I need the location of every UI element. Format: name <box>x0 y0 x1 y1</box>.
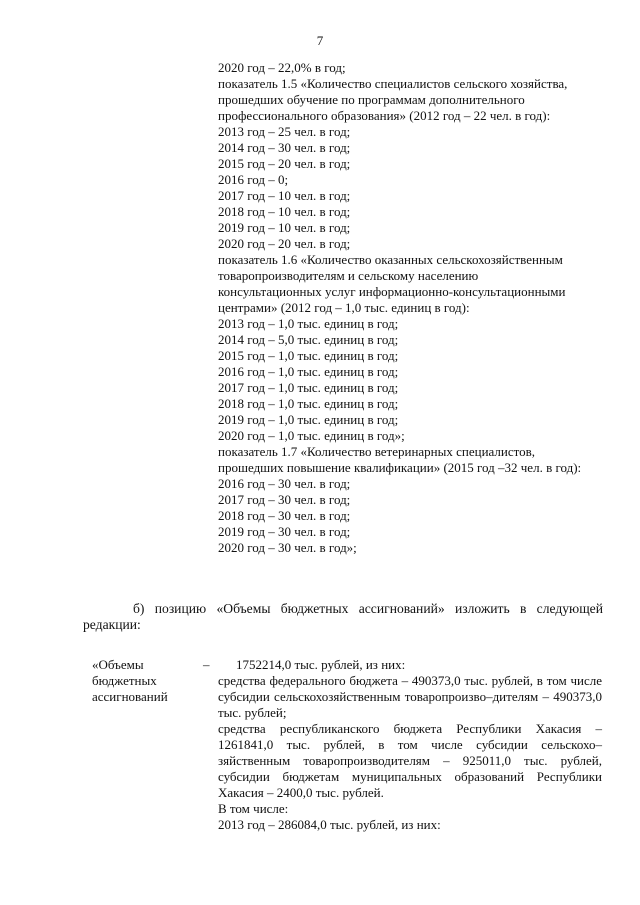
indicator-line-19: 2015 год – 1,0 тыс. единиц в год; <box>218 348 399 363</box>
paragraph-b-line-1: б) позицию «Объемы бюджетных ассигнований» изложить в следующей <box>133 601 603 616</box>
indicator-line-3: прошедших обучение по программам дополнительного <box>218 92 525 107</box>
indicator-line-24: 2020 год – 1,0 тыс. единиц в год»; <box>218 428 405 443</box>
indicator-line-5: 2013 год – 25 чел. в год; <box>218 124 351 139</box>
indicator-line-2: показатель 1.5 «Количество специалистов сельского хозяйства, <box>218 76 568 91</box>
allocations-label-line-3: ассигнований <box>92 689 168 704</box>
indicator-line-20: 2016 год – 1,0 тыс. единиц в год; <box>218 364 399 379</box>
indicator-line-bottom-4: 2019 год – 30 чел. в год; <box>218 524 351 539</box>
indicator-line-bottom-1: 2016 год – 30 чел. в год; <box>218 476 351 491</box>
indicator-line-4: профессионального образования» (2012 год – 22 чел. в год): <box>218 108 551 123</box>
allocations-republic: средства республиканского бюджета Республики Хакасия – 1261841,0 тыс. рублей, в том числе субсидии сельскохо–зяйственным товаропроизводителям – 925011,0 тыс. рублей, субсидии бюджетам муниципальных образований Республики Хакасия – 2400,0 тыс. рублей. <box>218 721 602 800</box>
allocations-year-2013: 2013 год – 286084,0 тыс. рублей, из них: <box>218 817 441 832</box>
indicator-line-14: товаропроизводителям и сельскому населению <box>218 268 479 283</box>
allocations-label <box>92 657 192 705</box>
allocations-dash: – <box>203 657 210 672</box>
indicator-line-8: 2016 год – 0; <box>218 172 289 187</box>
indicators-block <box>218 60 602 556</box>
indicator-line-7: 2015 год – 20 чел. в год; <box>218 156 351 171</box>
indicator-line-13: показатель 1.6 «Количество оказанных сельскохозяйственным <box>218 252 563 267</box>
indicator-line-25: показатель 1.7 «Количество ветеринарных специалистов, <box>218 444 536 459</box>
indicator-line-6: 2014 год – 30 чел. в год; <box>218 140 351 155</box>
allocations-body <box>218 657 602 833</box>
indicator-line-22: 2018 год – 1,0 тыс. единиц в год; <box>218 396 399 411</box>
page-number: 7 <box>316 33 324 48</box>
indicator-line-16: центрами» (2012 год – 1,0 тыс. единиц в год): <box>218 300 470 315</box>
indicator-line-18: 2014 год – 5,0 тыс. единиц в год; <box>218 332 399 347</box>
indicator-1-7-continuation: прошедших повышение квалификации» (2015 год –32 чел. в год): <box>218 460 582 475</box>
indicator-line-17: 2013 год – 1,0 тыс. единиц в год; <box>218 316 399 331</box>
allocations-label-line-2: бюджетных <box>92 673 157 688</box>
allocations-including: В том числе: <box>218 801 289 816</box>
indicator-line-11: 2019 год – 10 чел. в год; <box>218 220 351 235</box>
indicator-line-bottom-3: 2018 год – 30 чел. в год; <box>218 508 351 523</box>
indicator-line-9: 2017 год – 10 чел. в год; <box>218 188 351 203</box>
paragraph-b-line-2: редакции: <box>83 617 141 632</box>
indicator-line-12: 2020 год – 20 чел. в год; <box>218 236 351 251</box>
allocations-total: 1752214,0 тыс. рублей, из них: <box>236 657 406 672</box>
indicator-line-10: 2018 год – 10 чел. в год; <box>218 204 351 219</box>
indicator-line-1: 2020 год – 22,0% в год; <box>218 60 346 75</box>
indicator-line-bottom-2: 2017 год – 30 чел. в год; <box>218 492 351 507</box>
indicator-lines-bottom <box>218 476 602 556</box>
indicator-line-21: 2017 год – 1,0 тыс. единиц в год; <box>218 380 399 395</box>
allocations-federal: средства федерального бюджета – 490373,0 тыс. рублей, в том числе субсидии сельскохозяйственным товаропроизво–дителям – 490373,0 тыс. рублей; <box>218 673 602 720</box>
indicator-line-23: 2019 год – 1,0 тыс. единиц в год; <box>218 412 399 427</box>
allocations-label-line-1: «Объемы <box>92 657 144 672</box>
indicator-line-bottom-5: 2020 год – 30 чел. в год»; <box>218 540 357 555</box>
indicator-line-15: консультационных услуг информационно-консультационными <box>218 284 566 299</box>
indicator-lines-top <box>218 60 602 460</box>
paragraph-b <box>83 601 603 633</box>
